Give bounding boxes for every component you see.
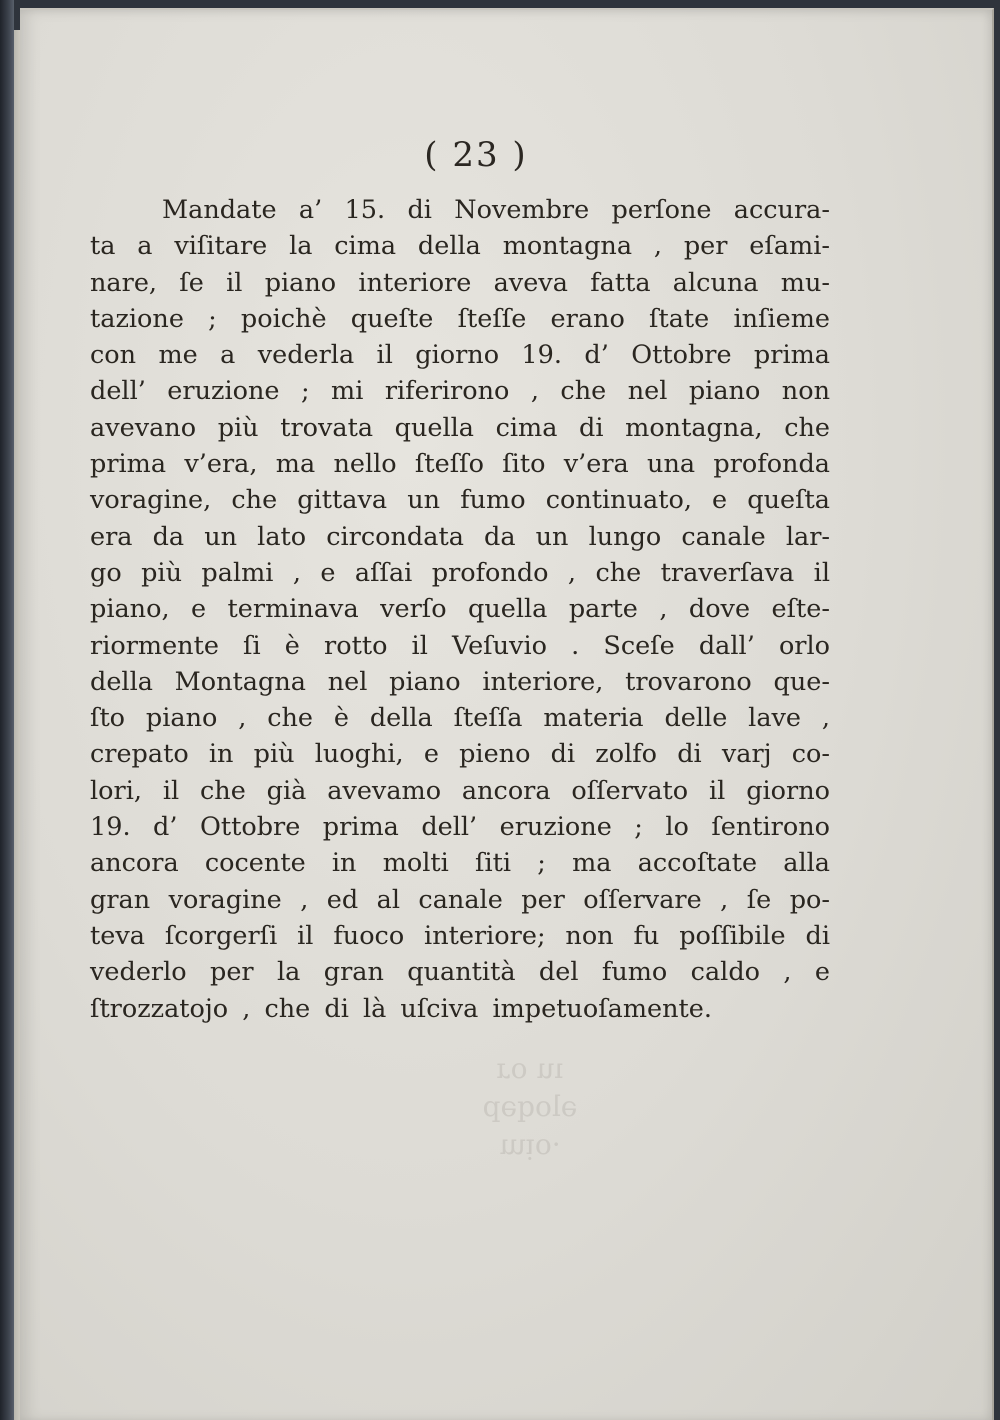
text-line: riormente ſi è rotto il Veſuvio . Sceſe dall’ orlo: [90, 630, 830, 661]
text-line: vederlo per la gran quantità del fumo caldo , e: [90, 957, 830, 988]
text-line: Mandate a’ 15. di Novembre perſone accura-: [162, 195, 830, 225]
text-line: con me a vederla il giorno 19. d’ Ottobre prima: [90, 340, 830, 371]
page-sheet: [20, 8, 994, 1420]
body-paragraph: [90, 192, 830, 1027]
text-line: piano, e terminava verſo quella parte , dove eſte-: [90, 594, 830, 625]
text-line: tazione ; poichè queſte ſteſſe erano ſtate inſieme: [90, 303, 830, 334]
text-line: go più palmi , e aſſai profondo , che traverſava il: [90, 557, 830, 588]
text-line: crepato in più luoghi, e pieno di zolfo di varj co-: [90, 739, 830, 770]
text-line: teva ſcorgerſi il fuoco interiore; non fu poſſibile di: [90, 920, 830, 951]
text-line: ſtrozzatojo , che di là uſciva impetuoſamente.: [90, 993, 712, 1024]
page-number: ( 23 ): [424, 135, 528, 175]
book-binding: [0, 0, 14, 1420]
bleed-through-text: ıu oɹ ǝloqǝp ·oᴉɯ: [482, 1052, 578, 1161]
text-line: prima v’era, ma nello ſteſſo ſito v’era una profonda: [90, 449, 830, 480]
text-line: voragine, che gittava un fumo continuato, e queſta: [90, 485, 830, 516]
text-line: ancora cocente in molti ſiti ; ma accoſtate alla: [90, 848, 830, 879]
text-line: avevano più trovata quella cima di montagna, che: [90, 412, 830, 443]
text-line: 19. d’ Ottobre prima dell’ eruzione ; lo ſentirono: [90, 812, 830, 843]
text-line: dell’ eruzione ; mi riferirono , che nel piano non: [90, 376, 830, 407]
text-line: nare, ſe il piano interiore aveva fatta alcuna mu-: [90, 267, 830, 298]
text-line: era da un lato circondata da un lungo canale lar-: [90, 521, 830, 552]
text-line: ta a viſitare la cima della montagna , per eſami-: [90, 231, 830, 262]
text-line: ſto piano , che è della ſteſſa materia delle lave ,: [90, 703, 830, 734]
text-line: gran voragine , ed al canale per oſſervare , ſe po-: [90, 884, 830, 915]
text-line: della Montagna nel piano interiore, trovarono que-: [90, 666, 830, 697]
text-line: lori, il che già avevamo ancora oſſervato il giorno: [90, 775, 830, 806]
